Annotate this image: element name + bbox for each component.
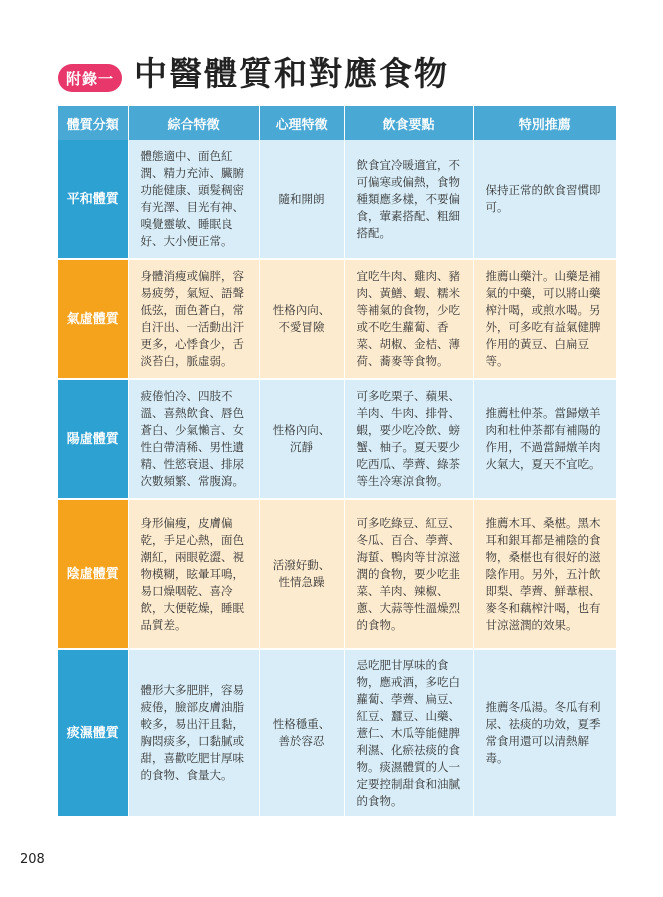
table-row xyxy=(58,499,616,649)
row-psych: 性格內向、不愛冒險 xyxy=(259,259,344,379)
header-type: 體質分類 xyxy=(58,106,128,140)
table-row xyxy=(58,140,616,259)
header-diet: 飲食要點 xyxy=(344,106,473,140)
row-psych: 性格穩重、善於容忍 xyxy=(259,649,344,817)
row-recommend: 推薦山藥汁。山藥是補氣的中藥，可以將山藥榨汁喝，或煎水喝。另外，可多吃有益氣健脾作用的黃豆、白扁豆等。 xyxy=(473,259,616,379)
row-recommend: 推薦木耳、桑椹。黑木耳和銀耳都是補陰的食物，桑椹也有很好的滋陰作用。另外，五汁飲即梨、荸薺、鮮葦根、麥冬和藕榨汁喝，也有甘涼滋潤的效果。 xyxy=(473,499,616,649)
header-psych: 心理特徵 xyxy=(259,106,344,140)
row-features: 體形大多肥胖，容易疲倦，臉部皮膚油脂較多，易出汗且黏，胸悶痰多，口黏膩或甜，喜歡吃肥甘厚味的食物、食量大。 xyxy=(128,649,259,817)
row-type: 陰虛體質 xyxy=(58,499,128,649)
row-recommend: 保持正常的飲食習慣即可。 xyxy=(473,140,616,259)
row-diet: 飲食宜冷暖適宜，不可偏寒或偏熱，食物種類應多樣，不要偏食，葷素搭配、粗細搭配。 xyxy=(344,140,473,259)
row-type: 陽虛體質 xyxy=(58,379,128,499)
row-psych: 性格內向、沉靜 xyxy=(259,379,344,499)
page-number: 208 xyxy=(20,852,45,867)
constitution-table xyxy=(58,106,616,818)
table-row xyxy=(58,379,616,499)
row-type: 痰濕體質 xyxy=(58,649,128,817)
row-diet: 宜吃牛肉、雞肉、豬肉、黃鱔、蝦、糯米等補氣的食物，少吃或不吃生蘿蔔、香菜、胡椒、金桔、薄荷、蕎麥等食物。 xyxy=(344,259,473,379)
row-type: 平和體質 xyxy=(58,140,128,259)
row-recommend: 推薦冬瓜湯。冬瓜有利尿、祛痰的功效，夏季常食用還可以清熱解毒。 xyxy=(473,649,616,817)
row-type: 氣虛體質 xyxy=(58,259,128,379)
row-psych: 活潑好動、性情急躁 xyxy=(259,499,344,649)
appendix-badge: 附錄一 xyxy=(58,64,122,92)
header-features: 綜合特徵 xyxy=(128,106,259,140)
row-diet: 可多吃綠豆、紅豆、冬瓜、百合、荸薺、海蜇、鴨肉等甘涼滋潤的食物，要少吃韭菜、羊肉、辣椒、蔥、大蒜等性溫燥烈的食物。 xyxy=(344,499,473,649)
table-row xyxy=(58,259,616,379)
row-diet: 可多吃栗子、蘋果、羊肉、牛肉、排骨、蝦，要少吃冷飲、螃蟹、柚子。夏天要少吃西瓜、荸薺、綠茶等生冷寒涼食物。 xyxy=(344,379,473,499)
page-title: 中醫體質和對應食物 xyxy=(134,54,449,93)
table-header-row xyxy=(58,106,616,140)
row-features: 身體消瘦或偏胖，容易疲勞，氣短、語聲低弦，面色蒼白，常自汗出、一活動出汗更多，心悸食少，舌淡苔白，脈虛弱。 xyxy=(128,259,259,379)
table-row xyxy=(58,649,616,817)
row-features: 疲倦怕冷、四肢不溫、喜熱飲食、唇色蒼白、少氣懶言、女性白帶清稀、男性遺精、性慾衰退、排尿次數頻繁、常腹瀉。 xyxy=(128,379,259,499)
row-features: 身形偏瘦，皮膚偏乾，手足心熱，面色潮紅，兩眼乾澀、視物模糊，眩暈耳鳴，易口燥咽乾、喜冷飲，大便乾燥，睡眠品質差。 xyxy=(128,499,259,649)
header-recommend: 特別推薦 xyxy=(473,106,616,140)
row-diet: 忌吃肥甘厚味的食物，應戒酒，多吃白蘿蔔、荸薺、扁豆、紅豆、蠶豆、山藥、薏仁、木瓜等能健脾利濕、化瘀祛痰的食物。痰濕體質的人一定要控制甜食和油膩的食物。 xyxy=(344,649,473,817)
row-recommend: 推薦杜仲茶。當歸燉羊肉和杜仲茶都有補陽的作用，不過當歸燉羊肉火氣大，夏天不宜吃。 xyxy=(473,379,616,499)
row-psych: 隨和開朗 xyxy=(259,140,344,259)
row-features: 體態適中、面色紅潤、精力充沛、臟腑功能健康、頭髮稠密有光澤、目光有神、嗅覺靈敏、睡眠良好、大小便正常。 xyxy=(128,140,259,259)
